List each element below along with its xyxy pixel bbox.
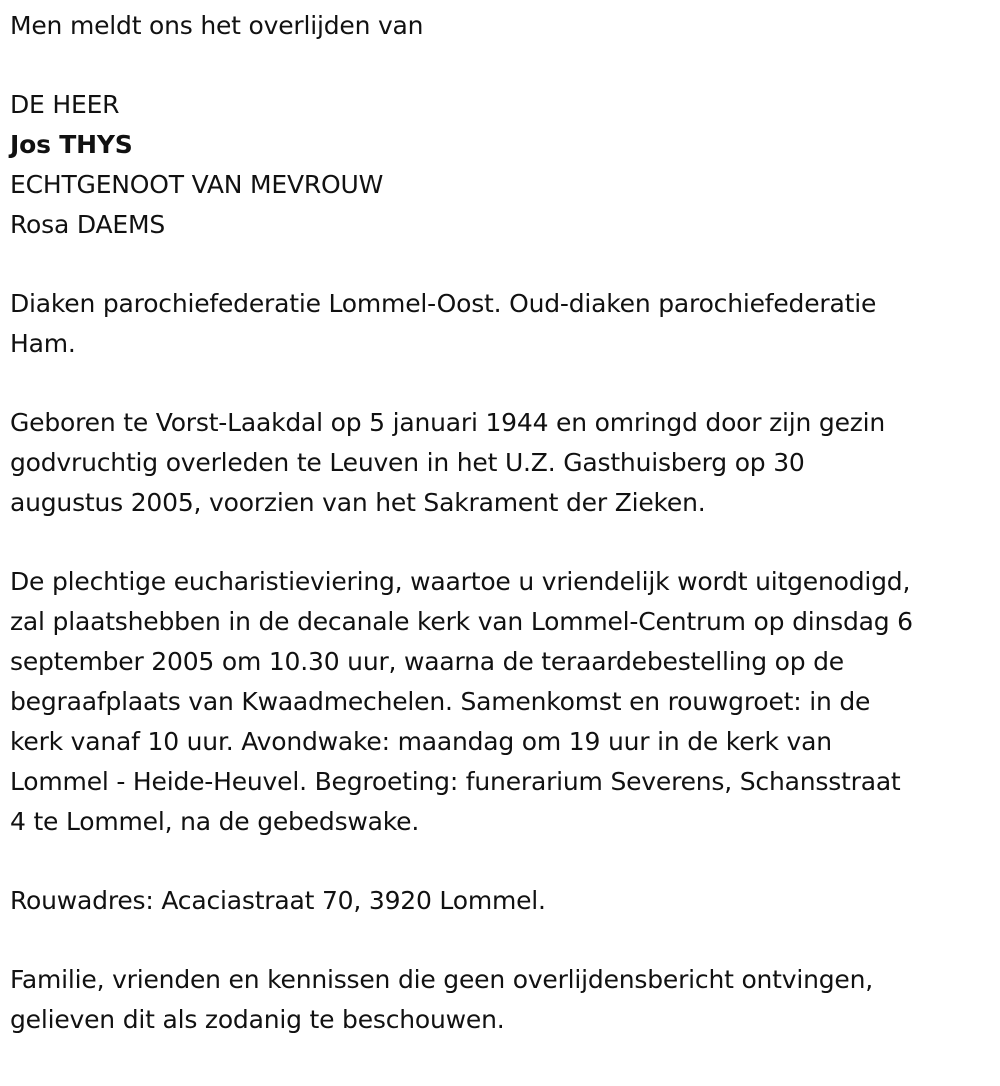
- intro-line: Men meldt ons het overlijden van: [10, 11, 424, 40]
- closing-paragraph: [10, 960, 990, 1040]
- ceremony-line: 4 te Lommel, na de gebedswake.: [10, 807, 420, 836]
- closing-line: gelieven dit als zodanig te beschouwen.: [10, 1005, 505, 1034]
- birth-death-line: godvruchtig overleden te Leuven in het U.Z. Gasthuisberg op 30: [10, 448, 805, 477]
- ceremony-line: begraafplaats van Kwaadmechelen. Samenkomst en rouwgroet: in de: [10, 687, 871, 716]
- spouse-label: ECHTGENOOT VAN MEVROUW: [10, 170, 384, 199]
- honorific-title: DE HEER: [10, 90, 120, 119]
- role-line: Diaken parochiefederatie Lommel-Oost. Oud-diaken parochiefederatie: [10, 289, 877, 318]
- deceased-name: Jos THYS: [10, 130, 133, 159]
- birth-death-paragraph: [10, 403, 990, 523]
- birth-death-line: Geboren te Vorst-Laakdal op 5 januari 1944 en omringd door zijn gezin: [10, 408, 886, 437]
- spacer: [10, 364, 990, 403]
- spouse-name: Rosa DAEMS: [10, 210, 165, 239]
- role-paragraph: [10, 284, 990, 364]
- closing-line: Familie, vrienden en kennissen die geen overlijdensbericht ontvingen,: [10, 965, 874, 994]
- birth-death-line: augustus 2005, voorzien van het Sakrament der Zieken.: [10, 488, 706, 517]
- spacer: [10, 46, 990, 85]
- ceremony-line: zal plaatshebben in de decanale kerk van Lommel-Centrum op dinsdag 6: [10, 607, 913, 636]
- ceremony-paragraph: [10, 562, 990, 842]
- spacer: [10, 523, 990, 562]
- mourning-address: Rouwadres: Acaciastraat 70, 3920 Lommel.: [10, 886, 546, 915]
- spacer: [10, 921, 990, 960]
- obituary-document: [10, 6, 990, 1040]
- ceremony-line: Lommel - Heide-Heuvel. Begroeting: funerarium Severens, Schansstraat: [10, 767, 901, 796]
- announcement-block: [10, 6, 990, 245]
- spacer: [10, 842, 990, 881]
- ceremony-line: september 2005 om 10.30 uur, waarna de teraardebestelling op de: [10, 647, 844, 676]
- address-paragraph: [10, 881, 990, 921]
- ceremony-line: De plechtige eucharistieviering, waartoe u vriendelijk wordt uitgenodigd,: [10, 567, 911, 596]
- role-line: Ham.: [10, 329, 76, 358]
- spacer: [10, 245, 990, 284]
- ceremony-line: kerk vanaf 10 uur. Avondwake: maandag om 19 uur in de kerk van: [10, 727, 832, 756]
